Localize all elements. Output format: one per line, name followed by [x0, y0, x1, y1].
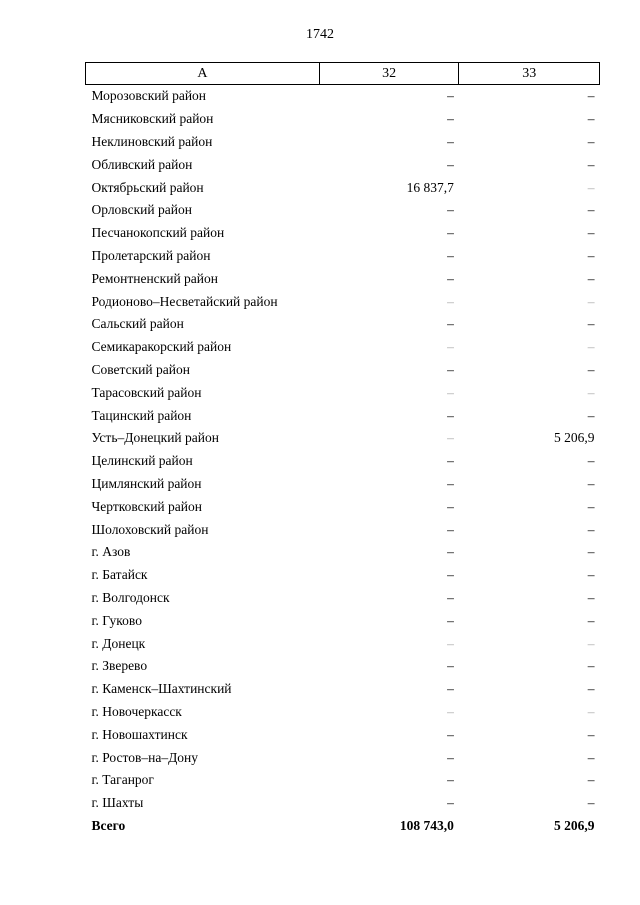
value-col-32: – — [447, 521, 454, 537]
value-col-33: – — [587, 361, 595, 377]
value-col-33: – — [587, 544, 595, 560]
row-name: Сальский район — [91, 316, 184, 332]
value-col-32: – — [447, 316, 454, 332]
table-row — [86, 495, 600, 518]
row-name: Усть–Донецкий район — [91, 430, 219, 446]
row-name: Обливский район — [91, 156, 193, 172]
value-col-32: – — [447, 202, 454, 218]
value-col-33: – — [587, 202, 595, 218]
value-col-33: – — [587, 681, 595, 697]
table-row — [86, 176, 600, 199]
value-col-32: – — [447, 111, 454, 127]
table-row — [86, 313, 600, 336]
value-col-33: – — [587, 339, 595, 355]
table-row — [86, 85, 600, 108]
value-col-33: – — [587, 293, 595, 309]
value-col-32: – — [447, 293, 454, 309]
value-col-33: – — [587, 407, 595, 423]
table-row — [86, 381, 600, 404]
table-header-row — [86, 63, 600, 85]
table-row — [86, 655, 600, 678]
value-col-33: – — [587, 635, 595, 651]
row-name: Цимлянский район — [91, 475, 202, 491]
value-col-32: – — [447, 795, 454, 811]
column-header-a: А — [86, 63, 320, 85]
column-header-33: 33 — [459, 63, 600, 85]
row-name: Родионово–Несветайский район — [91, 293, 278, 309]
table-row — [86, 199, 600, 222]
row-name: г. Гуково — [91, 612, 142, 628]
value-col-32: – — [447, 453, 454, 469]
table-row — [86, 153, 600, 176]
row-name: Тацинский район — [91, 407, 192, 423]
value-col-32: – — [447, 612, 454, 628]
value-col-33: – — [587, 498, 595, 514]
value-col-32: – — [447, 133, 454, 149]
row-name: г. Азов — [91, 544, 131, 560]
value-col-32: – — [447, 156, 454, 172]
table-row — [86, 632, 600, 655]
value-col-33: – — [587, 133, 595, 149]
row-name: Октябрьский район — [91, 179, 204, 195]
value-col-33: – — [587, 521, 595, 537]
value-col-33: – — [587, 772, 595, 788]
value-col-33: – — [587, 795, 595, 811]
table-row — [86, 609, 600, 632]
value-col-32: – — [447, 430, 454, 446]
table-row — [86, 222, 600, 245]
value-col-32: – — [447, 361, 454, 377]
value-col-33: – — [587, 749, 595, 765]
row-name: Советский район — [91, 361, 190, 377]
value-col-32: – — [447, 749, 454, 765]
table-row — [86, 427, 600, 450]
value-col-33: – — [587, 567, 595, 583]
table-row — [86, 792, 600, 815]
value-col-32: – — [447, 475, 454, 491]
value-col-32: – — [447, 589, 454, 605]
row-name: Семикаракорский район — [91, 339, 232, 355]
value-col-32: – — [447, 681, 454, 697]
table-row — [86, 723, 600, 746]
table-row — [86, 336, 600, 359]
row-name: Неклиновский район — [91, 133, 213, 149]
table-row — [86, 541, 600, 564]
row-name: Мясниковский район — [91, 111, 214, 127]
row-name: г. Таганрог — [91, 772, 154, 788]
table-row — [86, 473, 600, 496]
row-name: Ремонтненский район — [91, 270, 218, 286]
table-body — [86, 85, 600, 838]
value-col-32: – — [447, 635, 454, 651]
value-col-33: – — [587, 247, 595, 263]
value-col-32: – — [447, 384, 454, 400]
value-col-32: – — [447, 247, 454, 263]
row-name: г. Волгодонск — [91, 589, 170, 605]
total-value-col-32: 108 743,0 — [399, 817, 454, 833]
value-col-32: – — [447, 339, 454, 355]
row-name: Шолоховский район — [91, 521, 209, 537]
value-col-33: – — [587, 475, 595, 491]
row-name: г. Зверево — [91, 658, 148, 674]
row-name: Песчанокопский район — [91, 225, 225, 241]
value-col-32: – — [447, 726, 454, 742]
total-value-col-33: 5 206,9 — [554, 817, 595, 833]
row-name: г. Каменск–Шахтинский — [91, 681, 232, 697]
page-number: 1742 — [306, 27, 334, 42]
table-row — [86, 450, 600, 473]
table-row — [86, 108, 600, 131]
value-col-32: – — [447, 225, 454, 241]
row-name: г. Ростов–на–Дону — [91, 749, 199, 765]
value-col-32: 16 837,7 — [406, 179, 454, 195]
total-row — [86, 815, 600, 838]
row-name: Тарасовский район — [91, 384, 202, 400]
row-name: Пролетарский район — [91, 247, 211, 263]
table-row — [86, 404, 600, 427]
table-row — [86, 564, 600, 587]
value-col-33: – — [587, 703, 595, 719]
table-row — [86, 769, 600, 792]
value-col-33: 5 206,9 — [554, 430, 595, 446]
table-row — [86, 359, 600, 382]
table-row — [86, 267, 600, 290]
table-row — [86, 290, 600, 313]
value-col-33: – — [587, 612, 595, 628]
value-col-33: – — [587, 384, 595, 400]
row-name: Морозовский район — [91, 88, 207, 104]
value-col-32: – — [447, 498, 454, 514]
value-col-32: – — [447, 407, 454, 423]
table-row — [86, 746, 600, 769]
value-col-33: – — [587, 658, 595, 674]
row-name: Чертковский район — [91, 498, 202, 514]
row-name: Целинский район — [91, 453, 193, 469]
row-name: г. Новошахтинск — [91, 726, 188, 742]
value-col-32: – — [447, 88, 454, 104]
data-table — [85, 62, 600, 837]
row-name: Орловский район — [91, 202, 192, 218]
row-name: г. Батайск — [91, 567, 148, 583]
value-col-33: – — [587, 316, 595, 332]
value-col-32: – — [447, 270, 454, 286]
table-row — [86, 518, 600, 541]
row-name: г. Донецк — [91, 635, 146, 651]
value-col-32: – — [447, 544, 454, 560]
value-col-33: – — [587, 453, 595, 469]
row-name: г. Шахты — [91, 795, 144, 811]
value-col-33: – — [587, 111, 595, 127]
value-col-32: – — [447, 703, 454, 719]
value-col-32: – — [447, 567, 454, 583]
total-label: Всего — [91, 817, 126, 833]
value-col-33: – — [587, 88, 595, 104]
value-col-33: – — [587, 179, 595, 195]
column-header-32: 32 — [319, 63, 459, 85]
table-row — [86, 587, 600, 610]
value-col-32: – — [447, 658, 454, 674]
value-col-33: – — [587, 726, 595, 742]
value-col-33: – — [587, 589, 595, 605]
table-row — [86, 678, 600, 701]
table-row — [86, 701, 600, 724]
table-row — [86, 131, 600, 154]
value-col-33: – — [587, 225, 595, 241]
value-col-32: – — [447, 772, 454, 788]
row-name: г. Новочеркасск — [91, 703, 182, 719]
value-col-33: – — [587, 270, 595, 286]
value-col-33: – — [587, 156, 595, 172]
table-row — [86, 245, 600, 268]
